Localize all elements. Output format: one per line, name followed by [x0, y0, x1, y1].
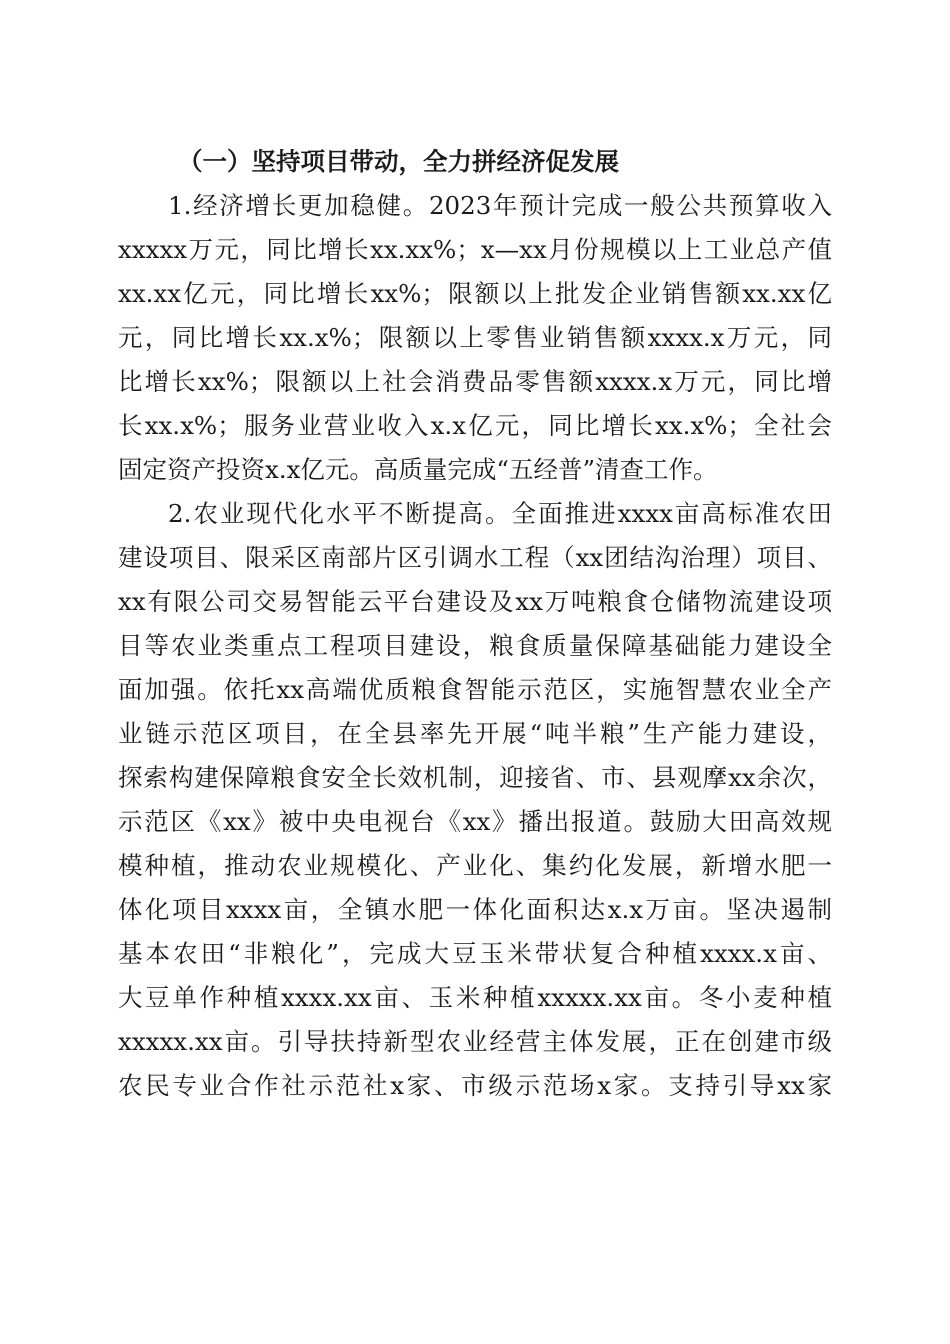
paragraph-1-line: 固定资产投资x.x亿元。高质量完成“五经普”清查工作。 [118, 455, 718, 484]
paragraph-2-line: 大豆单作种植xxxx.xx亩、玉米种植xxxxx.xx亩。冬小麦种植 [118, 983, 832, 1012]
paragraph-2-line: xxxxx.xx亩。引导扶持新型农业经营主体发展，正在创建市级 [118, 1027, 832, 1056]
paragraph-2-line: 2.农业现代化水平不断提高。全面推进xxxx亩高标准农田 [168, 499, 832, 528]
paragraph-2-line: 业链示范区项目，在全县率先开展“吨半粮”生产能力建设， [118, 719, 832, 748]
paragraph-2-line: 面加强。依托xx高端优质粮食智能示范区，实施智慧农业全产 [118, 675, 832, 704]
paragraph-2-line: 模种植，推动农业规模化、产业化、集约化发展，新增水肥一 [118, 851, 832, 880]
section-heading: （一）坚持项目带动，全力拼经济促发展 [178, 147, 619, 176]
paragraph-1-line: xxxxx万元，同比增长xx.xx%；x—xx月份规模以上工业总产值 [118, 235, 832, 264]
paragraph-2-line: 农民专业合作社示范社x家、市级示范场x家。支持引导xx家 [118, 1071, 832, 1100]
paragraph-2-line: xx有限公司交易智能云平台建设及xx万吨粮食仓储物流建设项 [118, 587, 832, 616]
paragraph-1-line: 比增长xx%；限额以上社会消费品零售额xxxx.x万元，同比增 [118, 367, 832, 396]
paragraph-1-line: xx.xx亿元，同比增长xx%；限额以上批发企业销售额xx.xx亿 [118, 279, 832, 308]
paragraph-1-line: 1.经济增长更加稳健。2023年预计完成一般公共预算收入 [168, 191, 832, 220]
paragraph-1-line: 元，同比增长xx.x%；限额以上零售业销售额xxxx.x万元，同 [118, 323, 832, 352]
paragraph-1-line: 长xx.x%；服务业营业收入x.x亿元，同比增长xx.x%；全社会 [118, 411, 832, 440]
paragraph-2-line: 体化项目xxxx亩，全镇水肥一体化面积达x.x万亩。坚决遏制 [118, 895, 832, 924]
paragraph-2-line: 基本农田“非粮化”，完成大豆玉米带状复合种植xxxx.x亩、 [118, 939, 832, 968]
paragraph-2-line: 建设项目、限采区南部片区引调水工程（xx团结沟治理）项目、 [118, 543, 832, 572]
paragraph-2-line: 探索构建保障粮食安全长效机制，迎接省、市、县观摩xx余次， [118, 763, 832, 792]
paragraph-2-line: 示范区《xx》被中央电视台《xx》播出报道。鼓励大田高效规 [118, 807, 832, 836]
paragraph-2-line: 目等农业类重点工程项目建设，粮食质量保障基础能力建设全 [118, 631, 832, 660]
